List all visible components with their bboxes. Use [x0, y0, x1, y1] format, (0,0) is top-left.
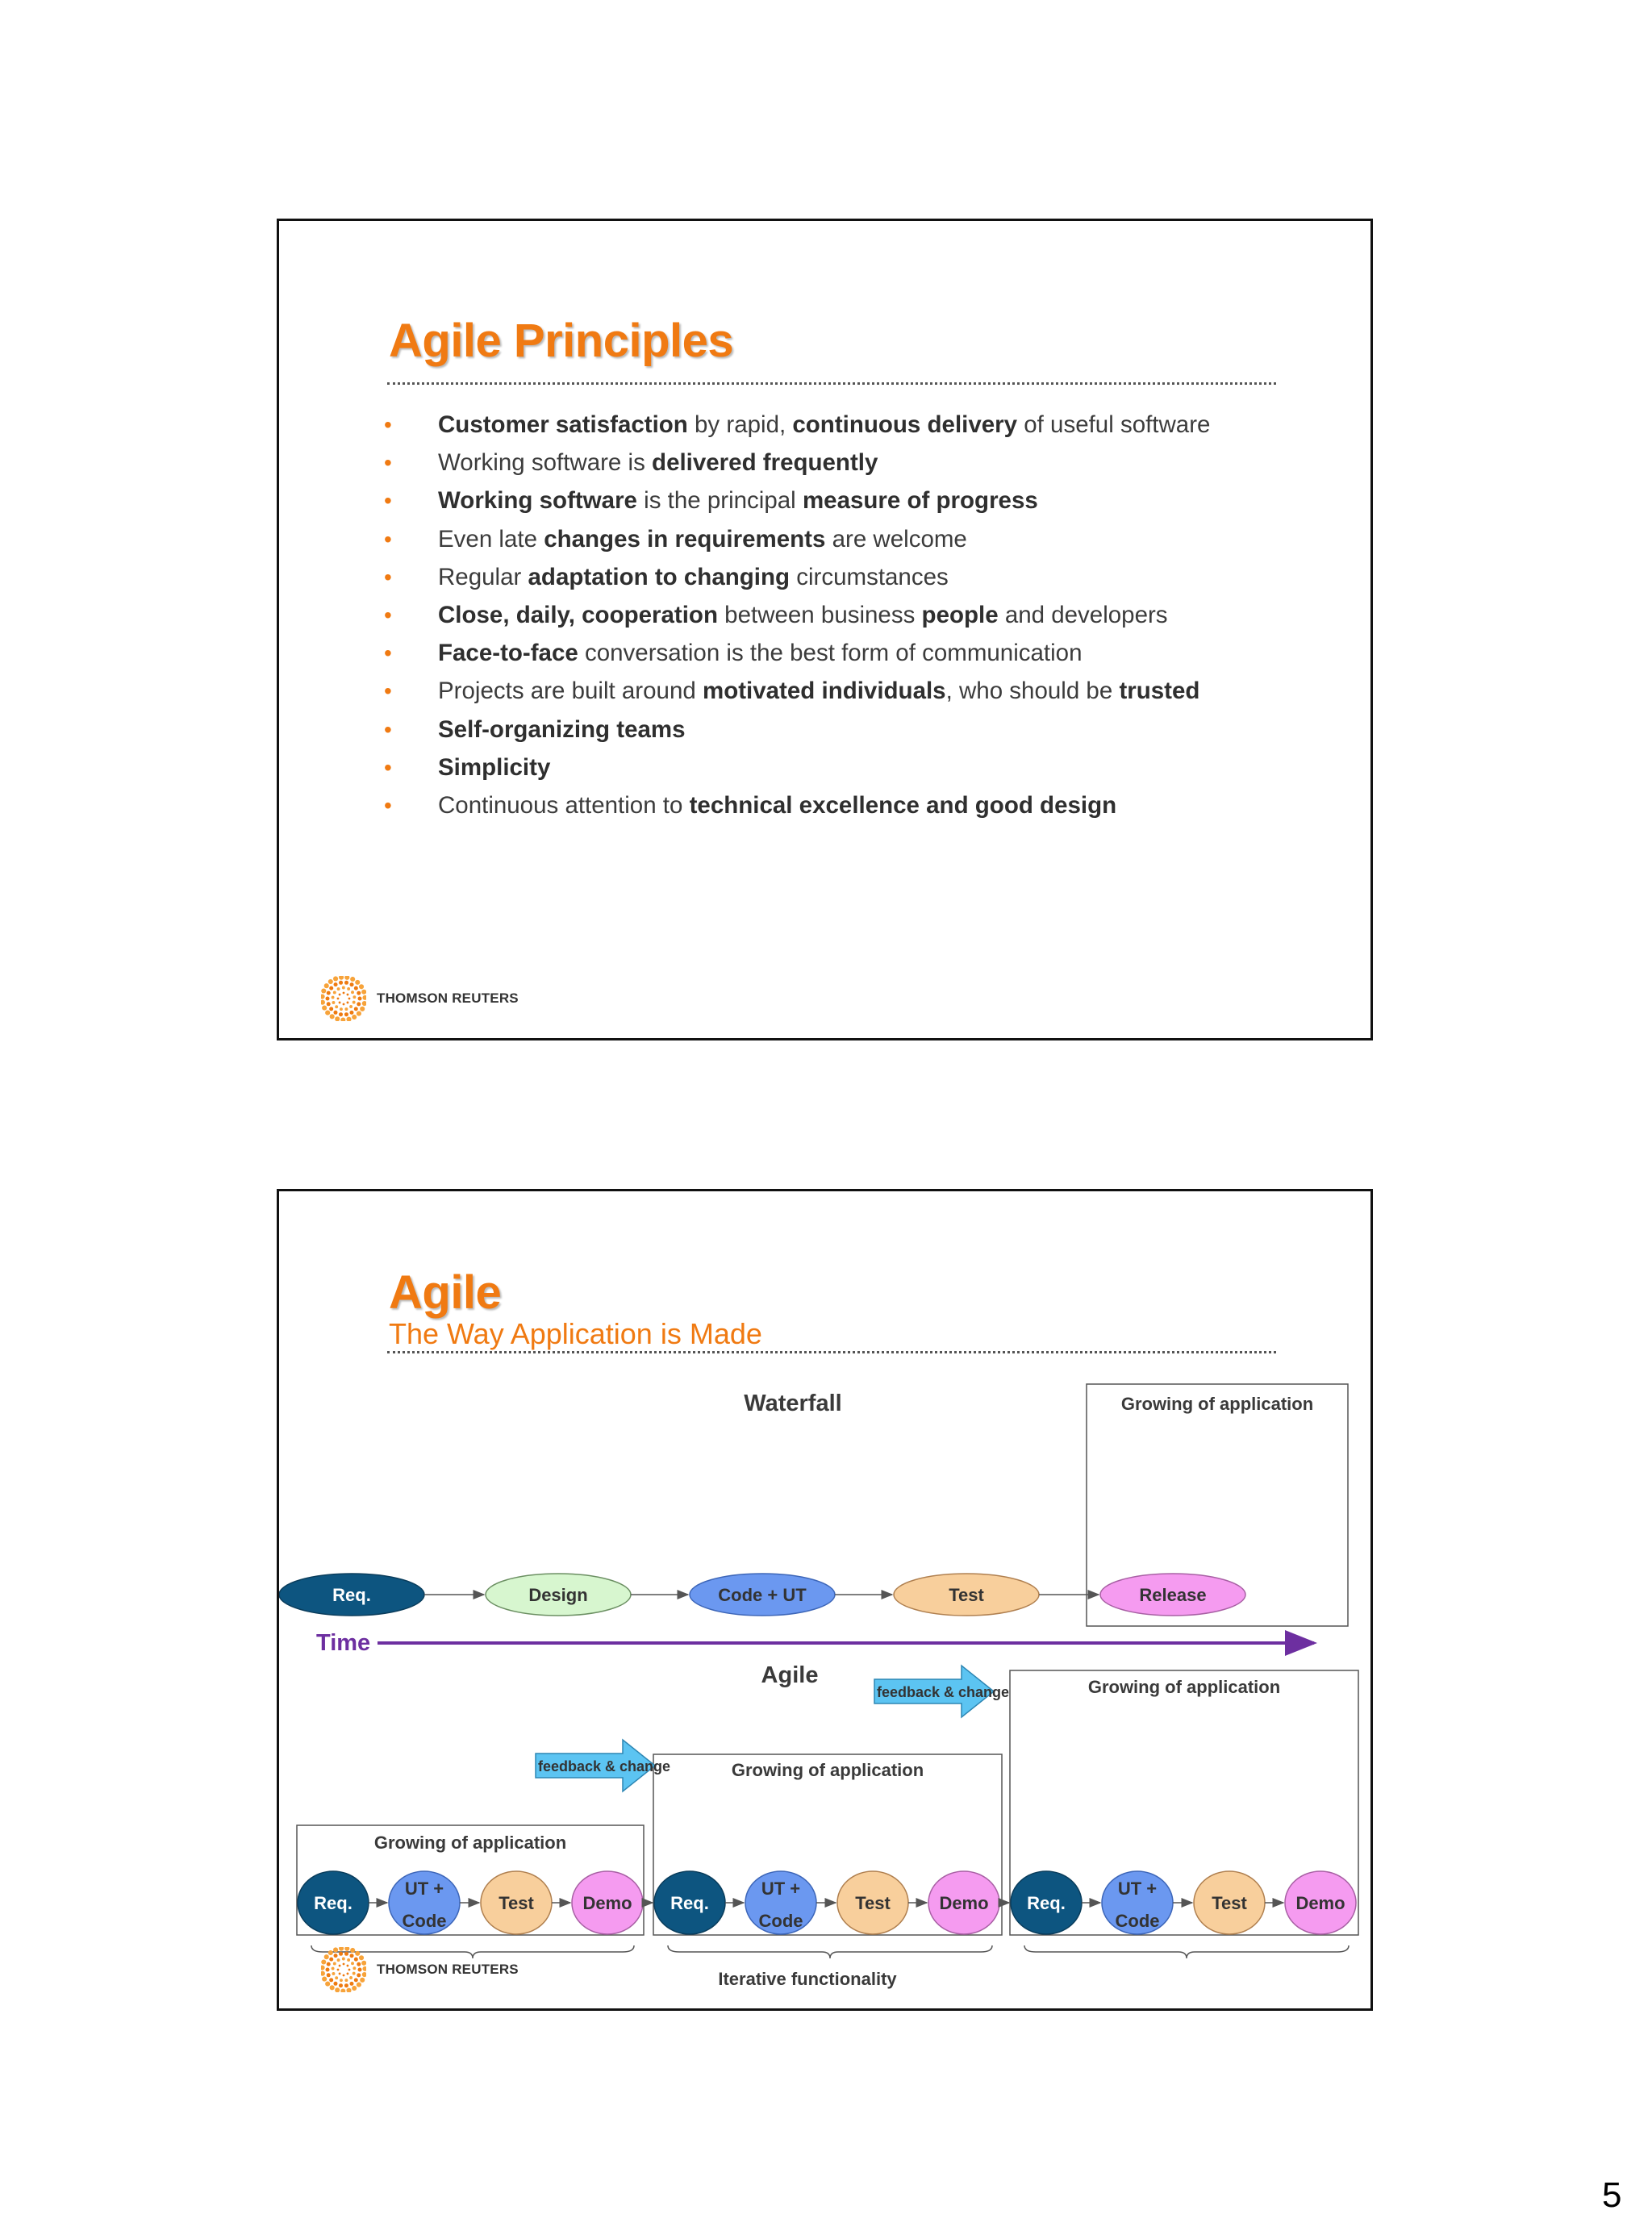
bullet-icon: •: [384, 716, 392, 742]
principle-item: • Regular adaptation to changing circumstances: [384, 558, 1210, 596]
svg-text:UT +: UT +: [761, 1879, 801, 1899]
svg-text:Test: Test: [499, 1893, 534, 1913]
logo-text: THOMSON REUTERS: [377, 1962, 519, 1977]
agile-iterations: [297, 1666, 1358, 1958]
thomson-reuters-logo: [321, 976, 519, 1021]
feedback-arrow: [874, 1666, 1009, 1717]
svg-text:Req.: Req.: [332, 1585, 371, 1605]
svg-text:Code + UT: Code + UT: [718, 1585, 807, 1605]
waterfall-step-test: [894, 1574, 1039, 1616]
slide-agile-process: [277, 1189, 1373, 2011]
growing-label: Growing of application: [1087, 1677, 1281, 1697]
waterfall-growing-label: Growing of application: [1120, 1394, 1314, 1414]
iterative-functionality-label: Iterative functionality: [718, 1969, 897, 1989]
svg-text:Req.: Req.: [1027, 1893, 1066, 1913]
bullet-icon: •: [384, 564, 392, 590]
logo-text: THOMSON REUTERS: [377, 990, 519, 1006]
waterfall-steps: [279, 1574, 1245, 1616]
iteration-step: [1194, 1871, 1265, 1934]
iteration-step: [1102, 1871, 1173, 1934]
growing-label: Growing of application: [373, 1833, 567, 1853]
waterfall-step-req: [279, 1574, 424, 1616]
principle-item: • Projects are built around motivated individuals, who should be trusted: [384, 672, 1210, 710]
bullet-icon: •: [384, 526, 392, 552]
svg-text:Req.: Req.: [314, 1893, 353, 1913]
iteration-step: [745, 1871, 816, 1934]
bullet-icon: •: [384, 792, 392, 818]
iteration-step: [654, 1871, 725, 1934]
bullet-icon: •: [384, 754, 392, 780]
principle-item: • Working software is the principal measure of progress: [384, 482, 1210, 519]
svg-text:feedback & change: feedback & change: [876, 1684, 1010, 1700]
iteration-2: [653, 1754, 1009, 1958]
iteration-brace: [1024, 1945, 1349, 1958]
iteration-step: [481, 1871, 552, 1934]
svg-text:Test: Test: [1212, 1893, 1247, 1913]
reuters-dots-icon: [321, 1947, 366, 1992]
principle-item: • Close, daily, cooperation between business people and developers: [384, 596, 1210, 634]
bullet-icon: •: [384, 450, 392, 476]
title-divider: [387, 382, 1276, 385]
svg-text:Demo: Demo: [1295, 1893, 1345, 1913]
iteration-step: [928, 1871, 999, 1934]
principle-item: • Simplicity: [384, 749, 1210, 786]
slide-subtitle: The Way Application is Made: [389, 1317, 762, 1350]
svg-text:Code: Code: [402, 1911, 447, 1931]
principle-item: • Even late changes in requirements are welcome: [384, 520, 1210, 558]
time-label: Time: [316, 1630, 371, 1656]
principle-item: • Self-organizing teams: [384, 711, 1210, 749]
svg-text:Code: Code: [758, 1911, 803, 1931]
bullet-icon: •: [384, 602, 392, 628]
svg-text:Release: Release: [1139, 1585, 1207, 1605]
bullet-icon: •: [384, 488, 392, 514]
slide-title: Agile Principles: [389, 315, 734, 367]
principle-item: • Working software is delivered frequently: [384, 444, 1210, 482]
slide-title: Agile: [389, 1266, 502, 1319]
iteration-step: [1011, 1871, 1082, 1934]
slide-agile-principles: [277, 219, 1373, 1040]
waterfall-step-design: [486, 1574, 631, 1616]
iteration-step: [389, 1871, 460, 1934]
principle-item: • Face-to-face conversation is the best form of communication: [384, 634, 1210, 672]
svg-text:Demo: Demo: [582, 1893, 632, 1913]
iteration-step: [572, 1871, 643, 1934]
svg-text:Test: Test: [855, 1893, 891, 1913]
svg-text:Code: Code: [1115, 1911, 1160, 1931]
iteration-brace: [668, 1945, 992, 1958]
waterfall-step-release: [1100, 1574, 1245, 1616]
bullet-icon: •: [384, 640, 392, 666]
thomson-reuters-logo: [321, 1947, 519, 1992]
svg-text:Req.: Req.: [670, 1893, 709, 1913]
reuters-dots-icon: [321, 976, 366, 1021]
iteration-1: [297, 1825, 653, 1958]
iteration-step: [1285, 1871, 1356, 1934]
feedback-arrow: [536, 1740, 670, 1791]
page-number: 5: [1602, 2175, 1622, 2215]
svg-text:feedback & change: feedback & change: [537, 1758, 671, 1774]
growing-label: Growing of application: [731, 1760, 924, 1780]
svg-text:Test: Test: [949, 1585, 984, 1605]
bullet-icon: •: [384, 678, 392, 704]
process-diagram: [279, 1191, 1370, 2008]
iteration-step: [837, 1871, 908, 1934]
iteration-step: [298, 1871, 369, 1934]
principle-item: • Continuous attention to technical excellence and good design: [384, 786, 1210, 824]
svg-text:Design: Design: [528, 1585, 588, 1605]
svg-text:UT +: UT +: [1117, 1879, 1158, 1899]
principle-item: • Customer satisfaction by rapid, continuous delivery of useful software: [384, 406, 1210, 444]
svg-text:UT +: UT +: [404, 1879, 444, 1899]
waterfall-step-code-ut: [690, 1574, 835, 1616]
agile-label: Agile: [761, 1662, 819, 1688]
waterfall-label: Waterfall: [744, 1391, 842, 1416]
principles-list: [384, 406, 1210, 824]
svg-text:Demo: Demo: [939, 1893, 989, 1913]
bullet-icon: •: [384, 412, 392, 437]
iteration-3: [1010, 1670, 1358, 1958]
